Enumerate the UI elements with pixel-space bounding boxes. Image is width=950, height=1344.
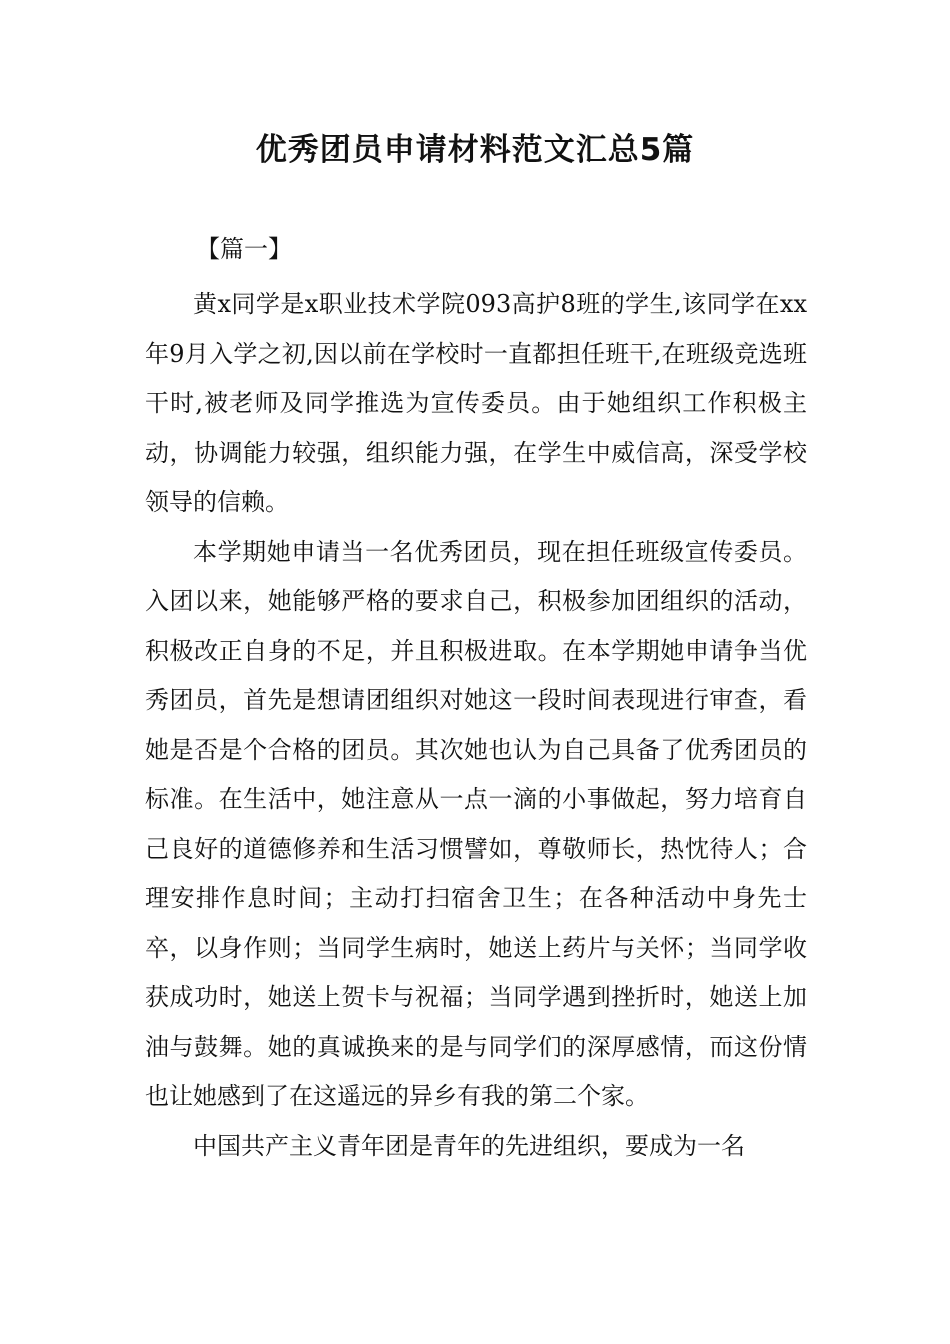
- paragraph-3: 中国共产主义青年团是青年的先进组织，要成为一名: [193, 1131, 745, 1160]
- section-heading: 【篇一】: [196, 235, 292, 263]
- paragraph-2: 本学期她申请当一名优秀团员，现在担任班级宣传委员。入团以来，她能够严格的要求自己，积极参加团组织的活动，积极改正自身的不足，并且积极进取。在本学期她申请争当优秀团员，首先是想请团组织对她这一段时间表现进行审查，看她是否是个合格的团员。其次她也认为自己具备了优秀团员的标准。在生活中，她注意从一点一滴的小事做起，努力培育自己良好的道德修养和生活习惯譬如，尊敬师长，热忱待人；合理安排作息时间；主动打扫宿舍卫生；在各种活动中身先士卒，以身作则；当同学生病时，她送上药片与关怀；当同学收获成功时，她送上贺卡与祝福；当同学遇到挫折时，她送上加油与鼓舞。她的真诚换来的是与同学们的深厚感情，而这份情也让她感到了在这遥远的异乡有我的第二个家。: [145, 537, 807, 1110]
- document-title: 优秀团员申请材料范文汇总5篇: [255, 132, 695, 168]
- paragraph-1: 黄x同学是x职业技术学院093高护8班的学生,该同学在xx年9月入学之初,因以前在学校时一直都担任班干,在班级竞选班干时,被老师及同学推选为宣传委员。由于她组织工作积极主动，协调能力较强，组织能力强，在学生中威信高，深受学校领导的信赖。: [145, 290, 807, 516]
- document-body: [145, 280, 807, 1171]
